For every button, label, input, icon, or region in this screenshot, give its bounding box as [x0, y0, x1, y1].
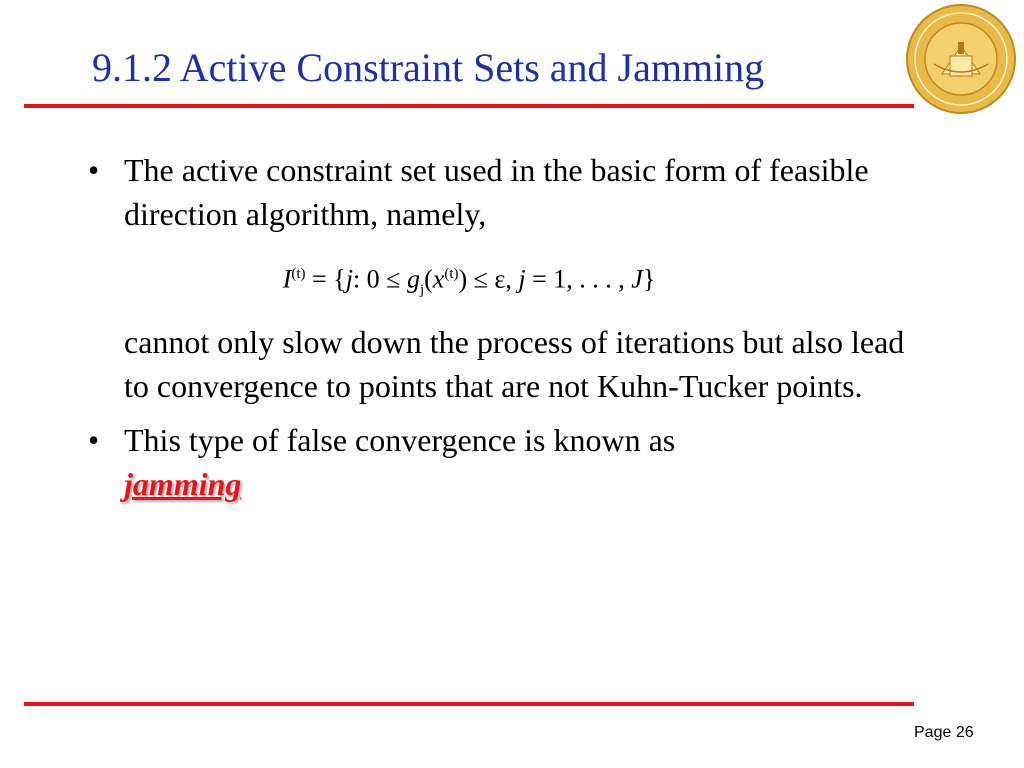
formula-J: J — [631, 264, 643, 294]
formula-set-open: = { — [305, 264, 346, 294]
formula-x-sup: (t) — [444, 266, 459, 282]
formula-j: j — [345, 264, 353, 294]
bullet-dot: • — [88, 152, 100, 188]
active-set-formula — [124, 254, 814, 310]
bullet-1-continuation: cannot only slow down the process of iterations but also lead to convergence to points that are not Kuhn-Tucker points. — [124, 323, 905, 404]
bullet-1-text: The active constraint set used in the basic form of feasible direction algorithm, namely, — [124, 152, 869, 232]
page-number: Page 26 — [914, 724, 974, 741]
university-seal-logo — [904, 2, 1018, 116]
formula-lhs-sup: (t) — [291, 266, 306, 282]
bullet-2-text: This type of false convergence is known as — [124, 421, 676, 458]
bottom-rule — [24, 702, 914, 706]
formula-g: g — [406, 264, 420, 294]
slide-title: 9.1.2 Active Constraint Sets and Jamming — [92, 45, 765, 90]
formula-lhs: I — [282, 264, 292, 294]
formula-set-close: } — [642, 264, 656, 294]
bullet-dot: • — [88, 421, 100, 458]
bullet-list — [88, 148, 908, 506]
top-rule — [24, 104, 914, 108]
jamming-emphasis: jamming — [124, 465, 242, 502]
formula-x: x — [432, 264, 445, 294]
formula-g-sub: j — [419, 281, 425, 298]
formula-range: = 1, . . . , — [525, 264, 632, 294]
formula-le-eps: ) ≤ ε, — [458, 264, 519, 294]
bullet-item-1 — [88, 148, 908, 408]
bullet-item-2 — [88, 418, 908, 506]
formula-j2: j — [518, 264, 526, 294]
formula-colon-zero: : 0 ≤ — [352, 264, 407, 294]
formula-paren-open: ( — [424, 264, 433, 294]
